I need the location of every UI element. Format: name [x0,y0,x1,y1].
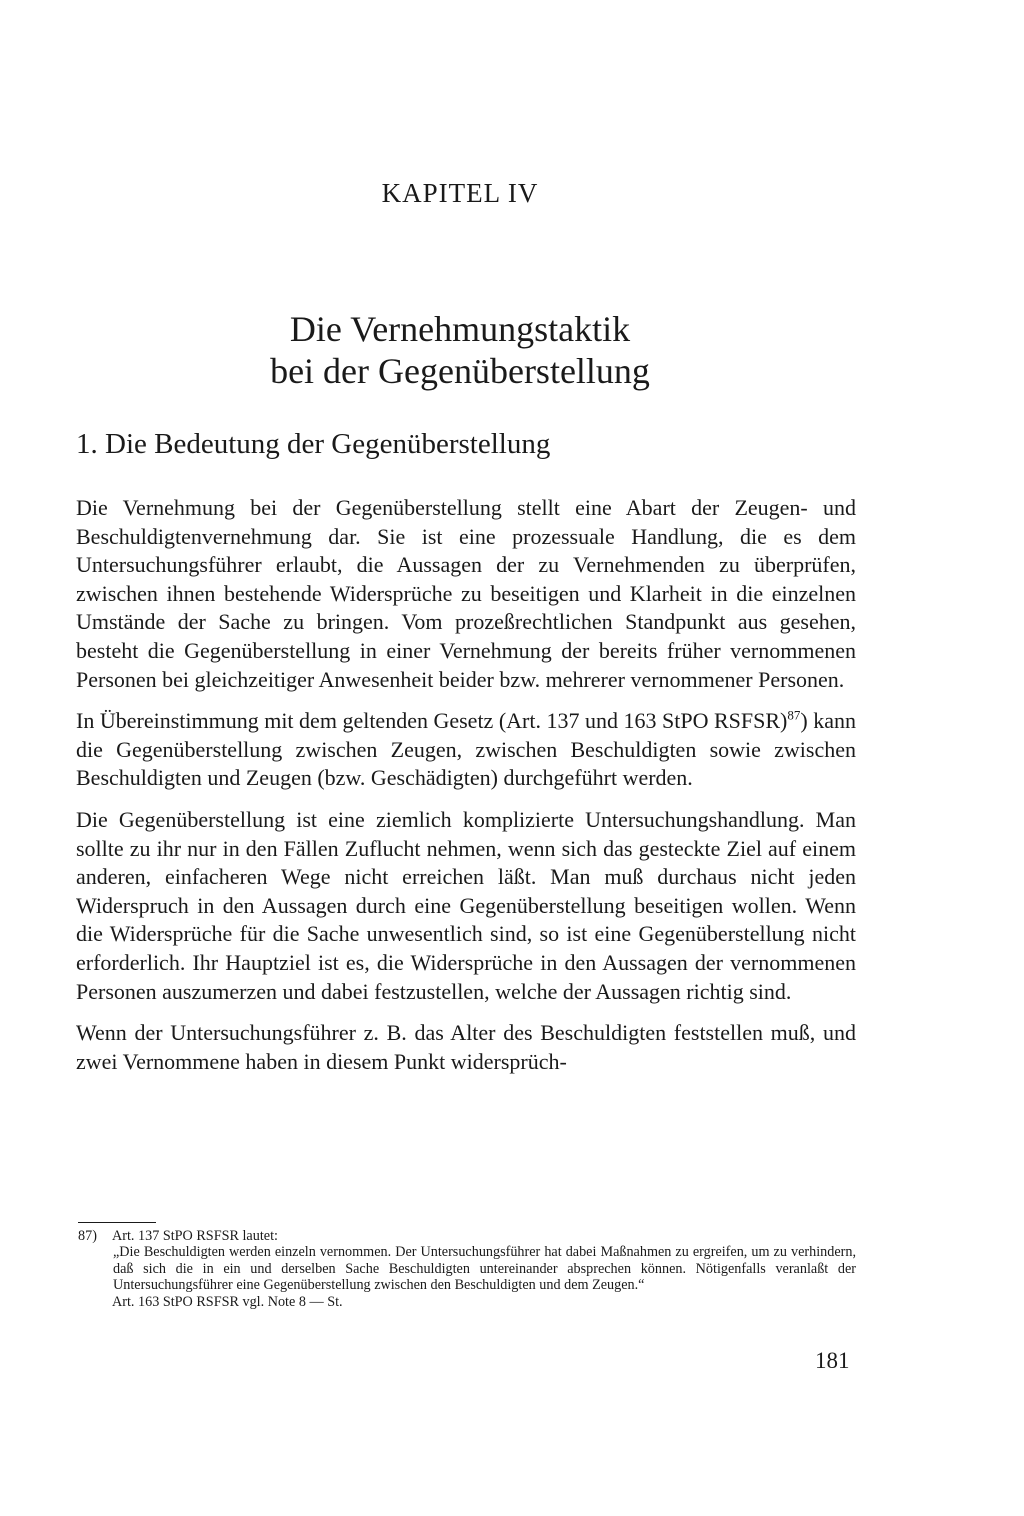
chapter-label: KAPITEL IV [381,178,539,208]
body-text [76,494,856,1089]
paragraph-4: Wenn der Untersuchungsführer z. B. das Alter des Beschuldigten feststellen muß, und zwei Vernommene haben in diesem Punkt widersprüch- [76,1020,856,1074]
footnote-reference: 87 [787,707,801,723]
chapter-title-line-1: Die Vernehmungstaktik [289,309,631,349]
footnote-number: 87) [78,1228,97,1244]
paragraph-2 [76,707,856,793]
paragraph-2-before: In Übereinstimmung mit dem geltenden Gesetz (Art. 137 und 163 StPO RSFSR) [76,708,788,734]
footnote-intro: Art. 137 StPO RSFSR lautet: [112,1228,278,1244]
footnote-quote: „Die Beschuldigten werden einzeln vernommen. Der Untersuchungsführer hat dabei Maßnahmen zu ergreifen, um zu verhindern, daß sich die in ein und derselben Sache Beschuldigten untereinander absprechen können. Nötigenfalls veranlaßt der Untersuchungsführer eine Gegenüberstellung zwischen den Beschuldigten und dem Zeugen.“ [113,1244,856,1294]
footnote-block [78,1228,856,1310]
chapter-title-line-2: bei der Gegenüberstellung [270,351,650,391]
page-number: 181 [815,1348,850,1373]
chapter-title [0,308,920,392]
footnote-divider [78,1222,156,1223]
footnote-intro-line [78,1228,856,1244]
paragraph-2-after: ) kann die Gegenüberstellung zwischen Zeugen, zwischen Beschuldigten sowie zwischen Beschuldigten und Zeugen (bzw. Geschädigten) durchgeführt werden. [76,708,856,791]
section-heading: 1. Die Bedeutung der Gegenüberstellung [76,428,551,460]
footnote-after: Art. 163 StPO RSFSR vgl. Note 8 — St. [112,1293,343,1310]
paragraph-3: Die Gegenüberstellung ist eine ziemlich komplizierte Untersuchungshandlung. Man sollte zu ihr nur in den Fällen Zuflucht nehmen, wenn sich das gesteckte Ziel auf einem anderen, einfacheren Wege nicht erreichen läßt. Man muß durchaus nicht jeden Widerspruch in den Aussagen durch eine Gegenüberstellung beseitigen wollen. Wenn die Widersprüche für die Sache unwesentlich sind, so ist eine Gegenüberstellung nicht erforderlich. Ihr Hauptziel ist es, die Widersprüche in den Aussagen der vernommenen Personen auszumerzen und dabei festzustellen, welche der Aussagen richtig sind. [76,806,856,1004]
paragraph-1: Die Vernehmung bei der Gegenüberstellung stellt eine Abart der Zeugen- und Beschuldigtenvernehmung dar. Sie ist eine prozessuale Handlung, die es dem Untersuchungsführer erlaubt, die Aussagen der zu Vernehmenden zu überprüfen, zwischen ihnen bestehende Widersprüche zu beseitigen und Klarheit in die einzelnen Umstände der Sache zu bringen. Vom prozeßrechtlichen Standpunkt aus gesehen, besteht die Gegenüberstellung in einer Vernehmung der bereits früher vernommenen Personen bei gleichzeitiger Anwesenheit beider bzw. mehrerer vernommener Personen. [76,495,856,692]
